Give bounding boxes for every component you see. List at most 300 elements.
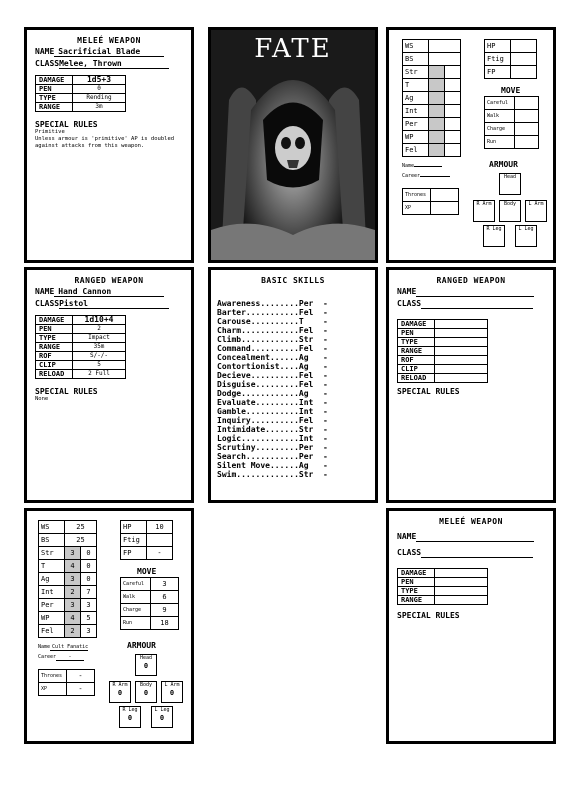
stat-value	[445, 66, 461, 79]
armour-right-leg	[119, 706, 141, 728]
hp-table	[120, 520, 173, 560]
move-run-label: Run	[121, 617, 151, 630]
move-run-value	[515, 136, 539, 149]
special-rule-text: Unless armour is 'primitive' AP is doubled against attacks from this weapon.	[35, 136, 175, 149]
table-row	[121, 591, 179, 604]
stat-value: Rending	[73, 94, 126, 103]
table-row	[403, 105, 461, 118]
name-label: NAME	[35, 287, 55, 296]
armour-head-label: Head	[503, 174, 517, 180]
xp-label: XP	[39, 683, 67, 696]
stat-value	[435, 320, 488, 329]
stat-value	[435, 578, 488, 587]
stat-key: RELOAD	[398, 374, 435, 383]
character-sheet-filled	[24, 508, 194, 744]
move-walk-label: Walk	[485, 110, 515, 123]
table-row	[398, 596, 488, 605]
characteristics-table	[38, 520, 97, 638]
stat-key: PEN	[398, 329, 435, 338]
table-row	[36, 352, 126, 361]
stat-key: RANGE	[398, 347, 435, 356]
stat-key: PEN	[398, 578, 435, 587]
table-row	[485, 66, 537, 79]
armour-left-arm-value: 0	[169, 689, 175, 697]
skill-line: Barter...........Fel -	[217, 308, 328, 317]
fate-card	[208, 27, 378, 263]
move-charge-value	[515, 123, 539, 136]
skill-line: Intimidate.......Str -	[217, 425, 328, 434]
melee-weapon-card-blank	[386, 508, 556, 744]
stat-value: 5	[81, 612, 97, 625]
move-careful-label: Careful	[121, 578, 151, 591]
table-row	[39, 547, 97, 560]
skill-line: Concealment......Ag -	[217, 353, 328, 362]
weapon-class-line	[397, 299, 545, 309]
stat-value: 2 Full	[73, 370, 126, 379]
table-row	[39, 586, 97, 599]
melee-weapon-card	[24, 27, 194, 263]
stat-bonus	[429, 79, 445, 92]
table-row	[39, 573, 97, 586]
stat-value	[435, 347, 488, 356]
table-row	[398, 569, 488, 578]
table-row	[39, 560, 97, 573]
stat-bonus: 3	[65, 547, 81, 560]
stat-key: DAMAGE	[36, 76, 73, 85]
table-row	[403, 53, 461, 66]
weapon-name: Sacrificial Blade	[54, 47, 164, 57]
move-careful-value	[515, 97, 539, 110]
career-label: Career	[38, 654, 57, 660]
table-row	[36, 361, 126, 370]
skill-line: Disguise.........Fel -	[217, 380, 328, 389]
career-field	[402, 173, 450, 179]
special-rules-heading: SPECIAL RULES	[35, 120, 98, 129]
armour-head	[135, 654, 157, 676]
table-row	[39, 670, 95, 683]
thrones-xp-table	[38, 669, 95, 696]
special-rule: Primitive	[35, 129, 65, 135]
ranged-weapon-card	[24, 267, 194, 503]
stat-key: TYPE	[398, 338, 435, 347]
armour-body-label: Body	[139, 682, 153, 688]
stat-value	[435, 596, 488, 605]
special-rules-heading: SPECIAL RULES	[397, 387, 460, 396]
stat-key: Int	[39, 586, 65, 599]
skill-line: Dodge............Ag -	[217, 389, 328, 398]
armour-left-leg	[515, 225, 537, 247]
weapon-class-line	[35, 299, 183, 309]
move-charge-value: 9	[151, 604, 179, 617]
stat-bonus: 4	[65, 560, 81, 573]
armour-body-label: Body	[503, 201, 517, 207]
stat-key: PEN	[36, 85, 73, 94]
table-row	[39, 521, 97, 534]
table-row	[398, 347, 488, 356]
stat-value	[445, 131, 461, 144]
stat-key: Ag	[39, 573, 65, 586]
table-row	[121, 604, 179, 617]
weapon-class-line	[35, 59, 183, 69]
move-charge-label: Charge	[121, 604, 151, 617]
move-table	[484, 96, 539, 149]
table-row	[398, 365, 488, 374]
thrones-label: Thrones	[403, 189, 431, 202]
stat-key: BS	[403, 53, 429, 66]
xp-value: -	[67, 683, 95, 696]
stat-value: 0	[81, 547, 97, 560]
character-sheet-blank	[386, 27, 556, 263]
stat-key: TYPE	[36, 94, 73, 103]
stat-value: Impact	[73, 334, 126, 343]
skill-line: Silent Move......Ag -	[217, 461, 328, 470]
stat-bonus	[429, 144, 445, 157]
armour-right-leg-label: R Leg	[486, 226, 502, 232]
card-title: BASIC SKILLS	[261, 276, 325, 285]
fate-points-label: FP	[485, 66, 511, 79]
stat-key: PEN	[36, 325, 73, 334]
stat-key: Str	[39, 547, 65, 560]
fate-title: FATE	[254, 34, 332, 64]
stat-value: 25	[65, 521, 97, 534]
card-title: RANGED WEAPON	[436, 276, 506, 285]
stat-bonus: 3	[65, 599, 81, 612]
basic-skills-card	[208, 267, 378, 503]
table-row	[39, 534, 97, 547]
table-row	[403, 79, 461, 92]
stat-value: 2	[73, 325, 126, 334]
table-row	[39, 683, 95, 696]
stat-value	[445, 144, 461, 157]
armour-heading: ARMOUR	[489, 160, 518, 169]
hp-label: HP	[485, 40, 511, 53]
stat-value	[435, 374, 488, 383]
stat-value	[435, 329, 488, 338]
table-row	[398, 587, 488, 596]
skill-line: Contortionist....Ag -	[217, 362, 328, 371]
thrones-value	[431, 189, 459, 202]
thrones-value: -	[67, 670, 95, 683]
weapon-stats-table	[35, 315, 126, 379]
table-row	[403, 131, 461, 144]
weapon-class-line	[397, 548, 545, 558]
stat-value: 5	[73, 361, 126, 370]
xp-label: XP	[403, 202, 431, 215]
stat-key: Per	[39, 599, 65, 612]
stat-value: 25	[65, 534, 97, 547]
stat-value: 3	[81, 599, 97, 612]
stat-key: Fel	[403, 144, 429, 157]
stat-value	[435, 338, 488, 347]
armour-body	[135, 681, 157, 703]
stat-bonus	[429, 92, 445, 105]
table-row	[485, 40, 537, 53]
armour-heading: ARMOUR	[127, 641, 156, 650]
special-rules-heading: SPECIAL RULES	[35, 387, 98, 396]
armour-left-leg-label: L Leg	[518, 226, 534, 232]
armour-right-arm-label: R Arm	[476, 201, 492, 207]
thrones-label: Thrones	[39, 670, 67, 683]
table-row	[398, 338, 488, 347]
table-row	[403, 202, 459, 215]
stat-key: ROF	[36, 352, 73, 361]
stat-bonus	[429, 66, 445, 79]
table-row	[398, 320, 488, 329]
armour-left-leg	[151, 706, 173, 728]
stat-value	[445, 92, 461, 105]
fatigue-value	[147, 534, 173, 547]
class-label: CLASS	[35, 299, 60, 308]
table-row	[39, 625, 97, 638]
reaper-illustration	[211, 30, 375, 260]
table-row	[485, 53, 537, 66]
table-row	[403, 118, 461, 131]
stat-value	[435, 569, 488, 578]
table-row	[36, 94, 126, 103]
special-rules-heading: SPECIAL RULES	[397, 611, 460, 620]
fate-points-value: -	[147, 547, 173, 560]
name-label: Name	[402, 163, 415, 169]
stat-value: 0	[73, 85, 126, 94]
stat-value: 35m	[73, 343, 126, 352]
table-row	[398, 374, 488, 383]
stat-key: RANGE	[398, 596, 435, 605]
table-row	[485, 136, 539, 149]
armour-body	[499, 200, 521, 222]
table-row	[485, 110, 539, 123]
stat-key: Per	[403, 118, 429, 131]
stat-value: 3m	[73, 103, 126, 112]
stat-value	[435, 356, 488, 365]
fate-points-value	[511, 66, 537, 79]
skill-line: Climb............Str -	[217, 335, 328, 344]
stat-bonus	[429, 118, 445, 131]
fatigue-label: Ftig	[485, 53, 511, 66]
characteristics-table	[402, 39, 461, 157]
stat-bonus: 3	[65, 573, 81, 586]
name-label: NAME	[35, 47, 55, 56]
weapon-name: Hand Cannon	[54, 287, 164, 297]
move-careful-label: Careful	[485, 97, 515, 110]
skill-line: Scrutiny.........Per -	[217, 443, 328, 452]
move-charge-label: Charge	[485, 123, 515, 136]
skill-line: Swim.............Str -	[217, 470, 328, 479]
card-title: RANGED WEAPON	[74, 276, 144, 285]
class-label: CLASS	[35, 59, 60, 68]
table-row	[121, 521, 173, 534]
table-row	[403, 92, 461, 105]
armour-right-arm	[109, 681, 131, 703]
move-careful-value: 3	[151, 578, 179, 591]
table-row	[121, 578, 179, 591]
stat-bonus: 2	[65, 625, 81, 638]
table-row	[403, 144, 461, 157]
stat-key: Int	[403, 105, 429, 118]
fate-points-label: FP	[121, 547, 147, 560]
fatigue-label: Ftig	[121, 534, 147, 547]
stat-key: CLIP	[398, 365, 435, 374]
name-field	[38, 644, 88, 651]
stat-key: CLIP	[36, 361, 73, 370]
armour-right-arm	[473, 200, 495, 222]
character-name: Cult Fanatic	[52, 644, 89, 650]
move-heading: MOVE	[137, 567, 157, 576]
name-label: NAME	[397, 532, 417, 541]
stat-value: 1d10+4	[73, 316, 126, 325]
table-row	[39, 599, 97, 612]
skill-line: Decieve..........Fel -	[217, 371, 328, 380]
stat-key: WP	[403, 131, 429, 144]
stat-key: ROF	[398, 356, 435, 365]
table-row	[36, 370, 126, 379]
name-label: NAME	[397, 287, 417, 296]
table-row	[36, 103, 126, 112]
class-label: CLASS	[397, 548, 422, 557]
table-row	[36, 316, 126, 325]
stat-bonus	[429, 131, 445, 144]
stat-value: 3	[81, 625, 97, 638]
weapon-name-line	[397, 287, 545, 297]
skill-line: Charm............Fel -	[217, 326, 328, 335]
weapon-stats-table	[397, 568, 488, 605]
stat-key: T	[39, 560, 65, 573]
weapon-name-line	[397, 532, 545, 542]
skill-line: Awareness........Per -	[217, 299, 328, 308]
stat-key: T	[403, 79, 429, 92]
armour-head	[499, 173, 521, 195]
stat-key: WS	[403, 40, 429, 53]
weapon-stats-table	[35, 75, 126, 112]
fatigue-value	[511, 53, 537, 66]
stat-bonus	[429, 105, 445, 118]
move-walk-value	[515, 110, 539, 123]
move-walk-value: 6	[151, 591, 179, 604]
thrones-xp-table	[402, 188, 459, 215]
table-row	[36, 343, 126, 352]
skills-list	[217, 299, 369, 479]
move-run-value: 18	[151, 617, 179, 630]
armour-right-leg	[483, 225, 505, 247]
skill-line: Evaluate.........Int -	[217, 398, 328, 407]
name-label: Name	[38, 644, 51, 650]
skill-line: Inquiry..........Fel -	[217, 416, 328, 425]
stat-key: TYPE	[36, 334, 73, 343]
stat-bonus: 4	[65, 612, 81, 625]
table-row	[398, 329, 488, 338]
weapon-class: Melee, Thrown	[59, 59, 169, 69]
stat-value	[435, 365, 488, 374]
skill-line: Gamble...........Int -	[217, 407, 328, 416]
stat-bonus: 2	[65, 586, 81, 599]
stat-key: RELOAD	[36, 370, 73, 379]
stat-value	[435, 587, 488, 596]
stat-value	[445, 79, 461, 92]
card-title: MELEÉ WEAPON	[77, 36, 141, 45]
stat-value: 7	[81, 586, 97, 599]
card-title: MELEÉ WEAPON	[439, 517, 503, 526]
table-row	[36, 325, 126, 334]
move-walk-label: Walk	[121, 591, 151, 604]
hp-label: HP	[121, 521, 147, 534]
table-row	[121, 534, 173, 547]
stat-key: RANGE	[36, 103, 73, 112]
skill-line: Search...........Per -	[217, 452, 328, 461]
hp-value	[511, 40, 537, 53]
table-row	[403, 189, 459, 202]
stat-key: RANGE	[36, 343, 73, 352]
stat-key: BS	[39, 534, 65, 547]
table-row	[485, 97, 539, 110]
stat-value	[445, 105, 461, 118]
stat-key: WP	[39, 612, 65, 625]
move-heading: MOVE	[501, 86, 521, 95]
table-row	[403, 66, 461, 79]
armour-right-arm-value: 0	[117, 689, 123, 697]
hp-table	[484, 39, 537, 79]
stat-value: 0	[81, 573, 97, 586]
stat-value: 0	[81, 560, 97, 573]
armour-right-arm-label: R Arm	[112, 682, 128, 688]
move-run-label: Run	[485, 136, 515, 149]
stat-key: Ag	[403, 92, 429, 105]
stat-value	[445, 118, 461, 131]
class-label: CLASS	[397, 299, 422, 308]
stat-value: 1d5+3	[73, 76, 126, 85]
table-row	[121, 617, 179, 630]
xp-value	[431, 202, 459, 215]
armour-body-value: 0	[143, 689, 149, 697]
stat-key: DAMAGE	[398, 569, 435, 578]
weapon-name-line	[35, 287, 183, 297]
stat-key: WS	[39, 521, 65, 534]
armour-left-leg-label: L Leg	[154, 707, 170, 713]
table-row	[485, 123, 539, 136]
armour-left-arm	[161, 681, 183, 703]
table-row	[403, 40, 461, 53]
career-value: -	[56, 654, 84, 661]
skill-line: Logic............Int -	[217, 434, 328, 443]
stat-key: DAMAGE	[36, 316, 73, 325]
armour-left-arm-label: L Arm	[164, 682, 180, 688]
table-row	[398, 356, 488, 365]
stat-value	[429, 53, 461, 66]
special-rule: None	[35, 396, 49, 402]
stat-key: Fel	[39, 625, 65, 638]
table-row	[36, 334, 126, 343]
weapon-name-line	[35, 47, 183, 57]
stat-value: S/-/-	[73, 352, 126, 361]
stat-value	[429, 40, 461, 53]
table-row	[36, 85, 126, 94]
table-row	[39, 612, 97, 625]
career-label: Career	[402, 173, 421, 179]
ranged-weapon-card-blank	[386, 267, 556, 503]
armour-head-label: Head	[139, 655, 153, 661]
weapon-stats-table	[397, 319, 488, 383]
skill-line: Command..........Fel -	[217, 344, 328, 353]
stat-key: Str	[403, 66, 429, 79]
armour-right-leg-label: R Leg	[122, 707, 138, 713]
name-field	[402, 163, 442, 169]
table-row	[398, 578, 488, 587]
move-table	[120, 577, 179, 630]
weapon-class: Pistol	[59, 299, 169, 309]
table-row	[121, 547, 173, 560]
armour-left-arm	[525, 200, 547, 222]
armour-head-value: 0	[143, 662, 149, 670]
armour-left-arm-label: L Arm	[528, 201, 544, 207]
stat-key: TYPE	[398, 587, 435, 596]
